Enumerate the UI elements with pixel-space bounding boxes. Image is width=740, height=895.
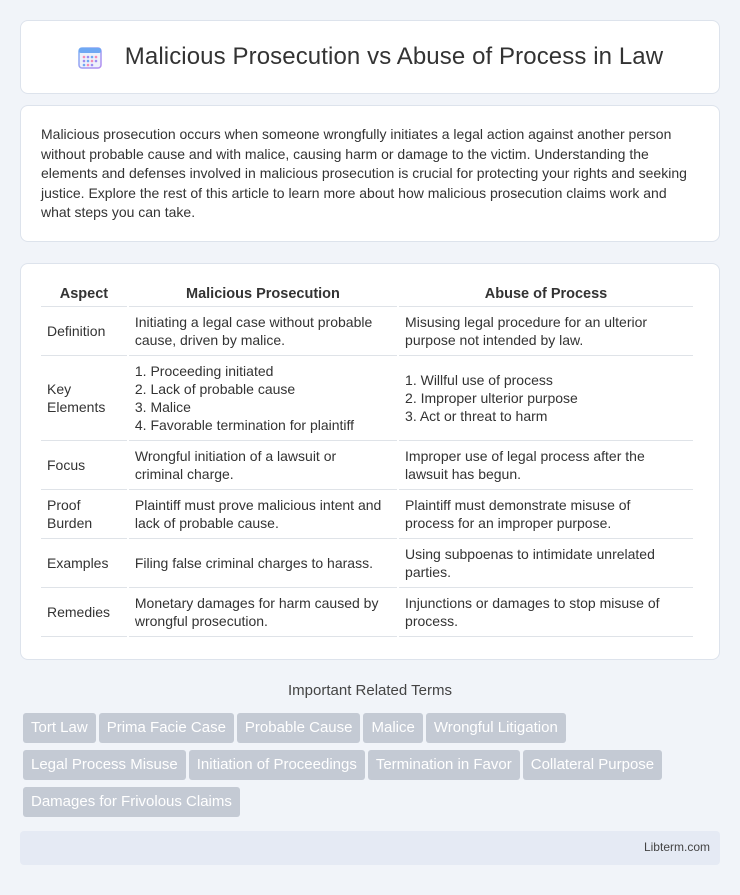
cell-line: cause, driven by malice. (134, 332, 286, 348)
cell-line: 1. Willful use of process (405, 372, 553, 388)
cell-line: Improper use of legal process after the (405, 448, 645, 464)
cell-line: wrongful prosecution. (134, 613, 268, 629)
cell-malicious-prosecution (129, 307, 397, 356)
header-malicious-prosecution: Malicious Prosecution (129, 286, 397, 307)
cell-aspect (41, 356, 127, 441)
cell-line: Injunctions or damages to stop misuse of (405, 595, 660, 611)
intro-card (20, 105, 720, 242)
related-term-tag[interactable]: Termination in Favor (368, 750, 520, 780)
related-term-tag[interactable]: Tort Law (23, 713, 96, 743)
comparison-table (39, 286, 695, 637)
cell-abuse-of-process (399, 539, 693, 588)
cell-abuse-of-process (399, 441, 693, 490)
cell-line: 1. Proceeding initiated (134, 363, 274, 379)
aspect-label: Definition (47, 323, 106, 339)
aspect-label: Examples (47, 555, 109, 571)
cell-line: 4. Favorable termination for plaintiff (134, 417, 355, 433)
cell-line: lawsuit has begun. (405, 466, 522, 482)
cell-abuse-of-process (399, 356, 693, 441)
related-term-tag[interactable]: Legal Process Misuse (23, 750, 186, 780)
related-term-tag[interactable]: Probable Cause (237, 713, 361, 743)
table-row (41, 356, 693, 441)
cell-line: process for an improper purpose. (405, 515, 612, 531)
table-row (41, 539, 693, 588)
cell-abuse-of-process (399, 588, 693, 637)
related-terms-list (23, 713, 723, 824)
cell-line: purpose not intended by law. (405, 332, 584, 348)
intro-paragraph: Malicious prosecution occurs when someone wrongfully initiates a legal action against another person without probable cause and with malice, causing harm or damage to the victim. Understanding the elements and defenses involved in malicious prosecution is crucial for protecting your rights and seeking justice. Explore the rest of this article to learn more about how malicious prosecution claims work and what steps you can take. (41, 126, 687, 220)
related-terms-title: Important Related Terms (288, 682, 452, 699)
cell-line: Misusing legal procedure for an ulterior (405, 314, 648, 330)
aspect-label: Remedies (47, 604, 111, 620)
related-term-tag[interactable]: Damages for Frivolous Claims (23, 787, 240, 817)
cell-malicious-prosecution (129, 539, 397, 588)
cell-line: Plaintiff must prove malicious intent and (134, 497, 382, 513)
table-row (41, 307, 693, 356)
cell-line: Initiating a legal case without probable (134, 314, 373, 330)
cell-aspect (41, 490, 127, 539)
footer-brand: Libterm.com (643, 840, 710, 854)
calendar-grid-icon (77, 44, 103, 70)
cell-line: process. (405, 613, 458, 629)
cell-line: 2. Improper ulterior purpose (405, 390, 578, 406)
cell-malicious-prosecution (129, 490, 397, 539)
related-term-tag[interactable]: Wrongful Litigation (426, 713, 566, 743)
comparison-card (20, 263, 720, 660)
cell-aspect (41, 539, 127, 588)
related-term-tag[interactable]: Prima Facie Case (99, 713, 234, 743)
cell-malicious-prosecution (129, 356, 397, 441)
aspect-label: Focus (47, 457, 86, 473)
table-row (41, 441, 693, 490)
cell-line: Filing false criminal charges to harass. (134, 555, 373, 571)
table-row (41, 490, 693, 539)
cell-line: Wrongful initiation of a lawsuit or (134, 448, 337, 464)
header-abuse-of-process: Abuse of Process (399, 286, 693, 307)
cell-line: Using subpoenas to intimidate unrelated (405, 546, 655, 562)
related-term-tag[interactable]: Collateral Purpose (523, 750, 662, 780)
aspect-label: Proof Burden (47, 497, 93, 531)
cell-line: 3. Malice (134, 399, 191, 415)
cell-abuse-of-process (399, 490, 693, 539)
aspect-label: Key Elements (47, 381, 106, 415)
cell-line: 3. Act or threat to harm (405, 408, 548, 424)
cell-abuse-of-process (399, 307, 693, 356)
cell-malicious-prosecution (129, 588, 397, 637)
cell-aspect (41, 441, 127, 490)
cell-aspect (41, 307, 127, 356)
cell-line: criminal charge. (134, 466, 234, 482)
page-title: Malicious Prosecution vs Abuse of Process in Law (124, 43, 664, 70)
cell-line: Plaintiff must demonstrate misuse of (405, 497, 631, 513)
table-header-row (41, 286, 693, 307)
cell-aspect (41, 588, 127, 637)
related-term-tag[interactable]: Malice (363, 713, 422, 743)
table-row (41, 588, 693, 637)
cell-line: Monetary damages for harm caused by (134, 595, 379, 611)
cell-line: parties. (405, 564, 451, 580)
header-aspect: Aspect (41, 286, 127, 307)
header-card (20, 20, 720, 94)
footer (20, 831, 720, 865)
cell-line: 2. Lack of probable cause (134, 381, 296, 397)
cell-malicious-prosecution (129, 441, 397, 490)
cell-line: lack of probable cause. (134, 515, 279, 531)
related-term-tag[interactable]: Initiation of Proceedings (189, 750, 365, 780)
